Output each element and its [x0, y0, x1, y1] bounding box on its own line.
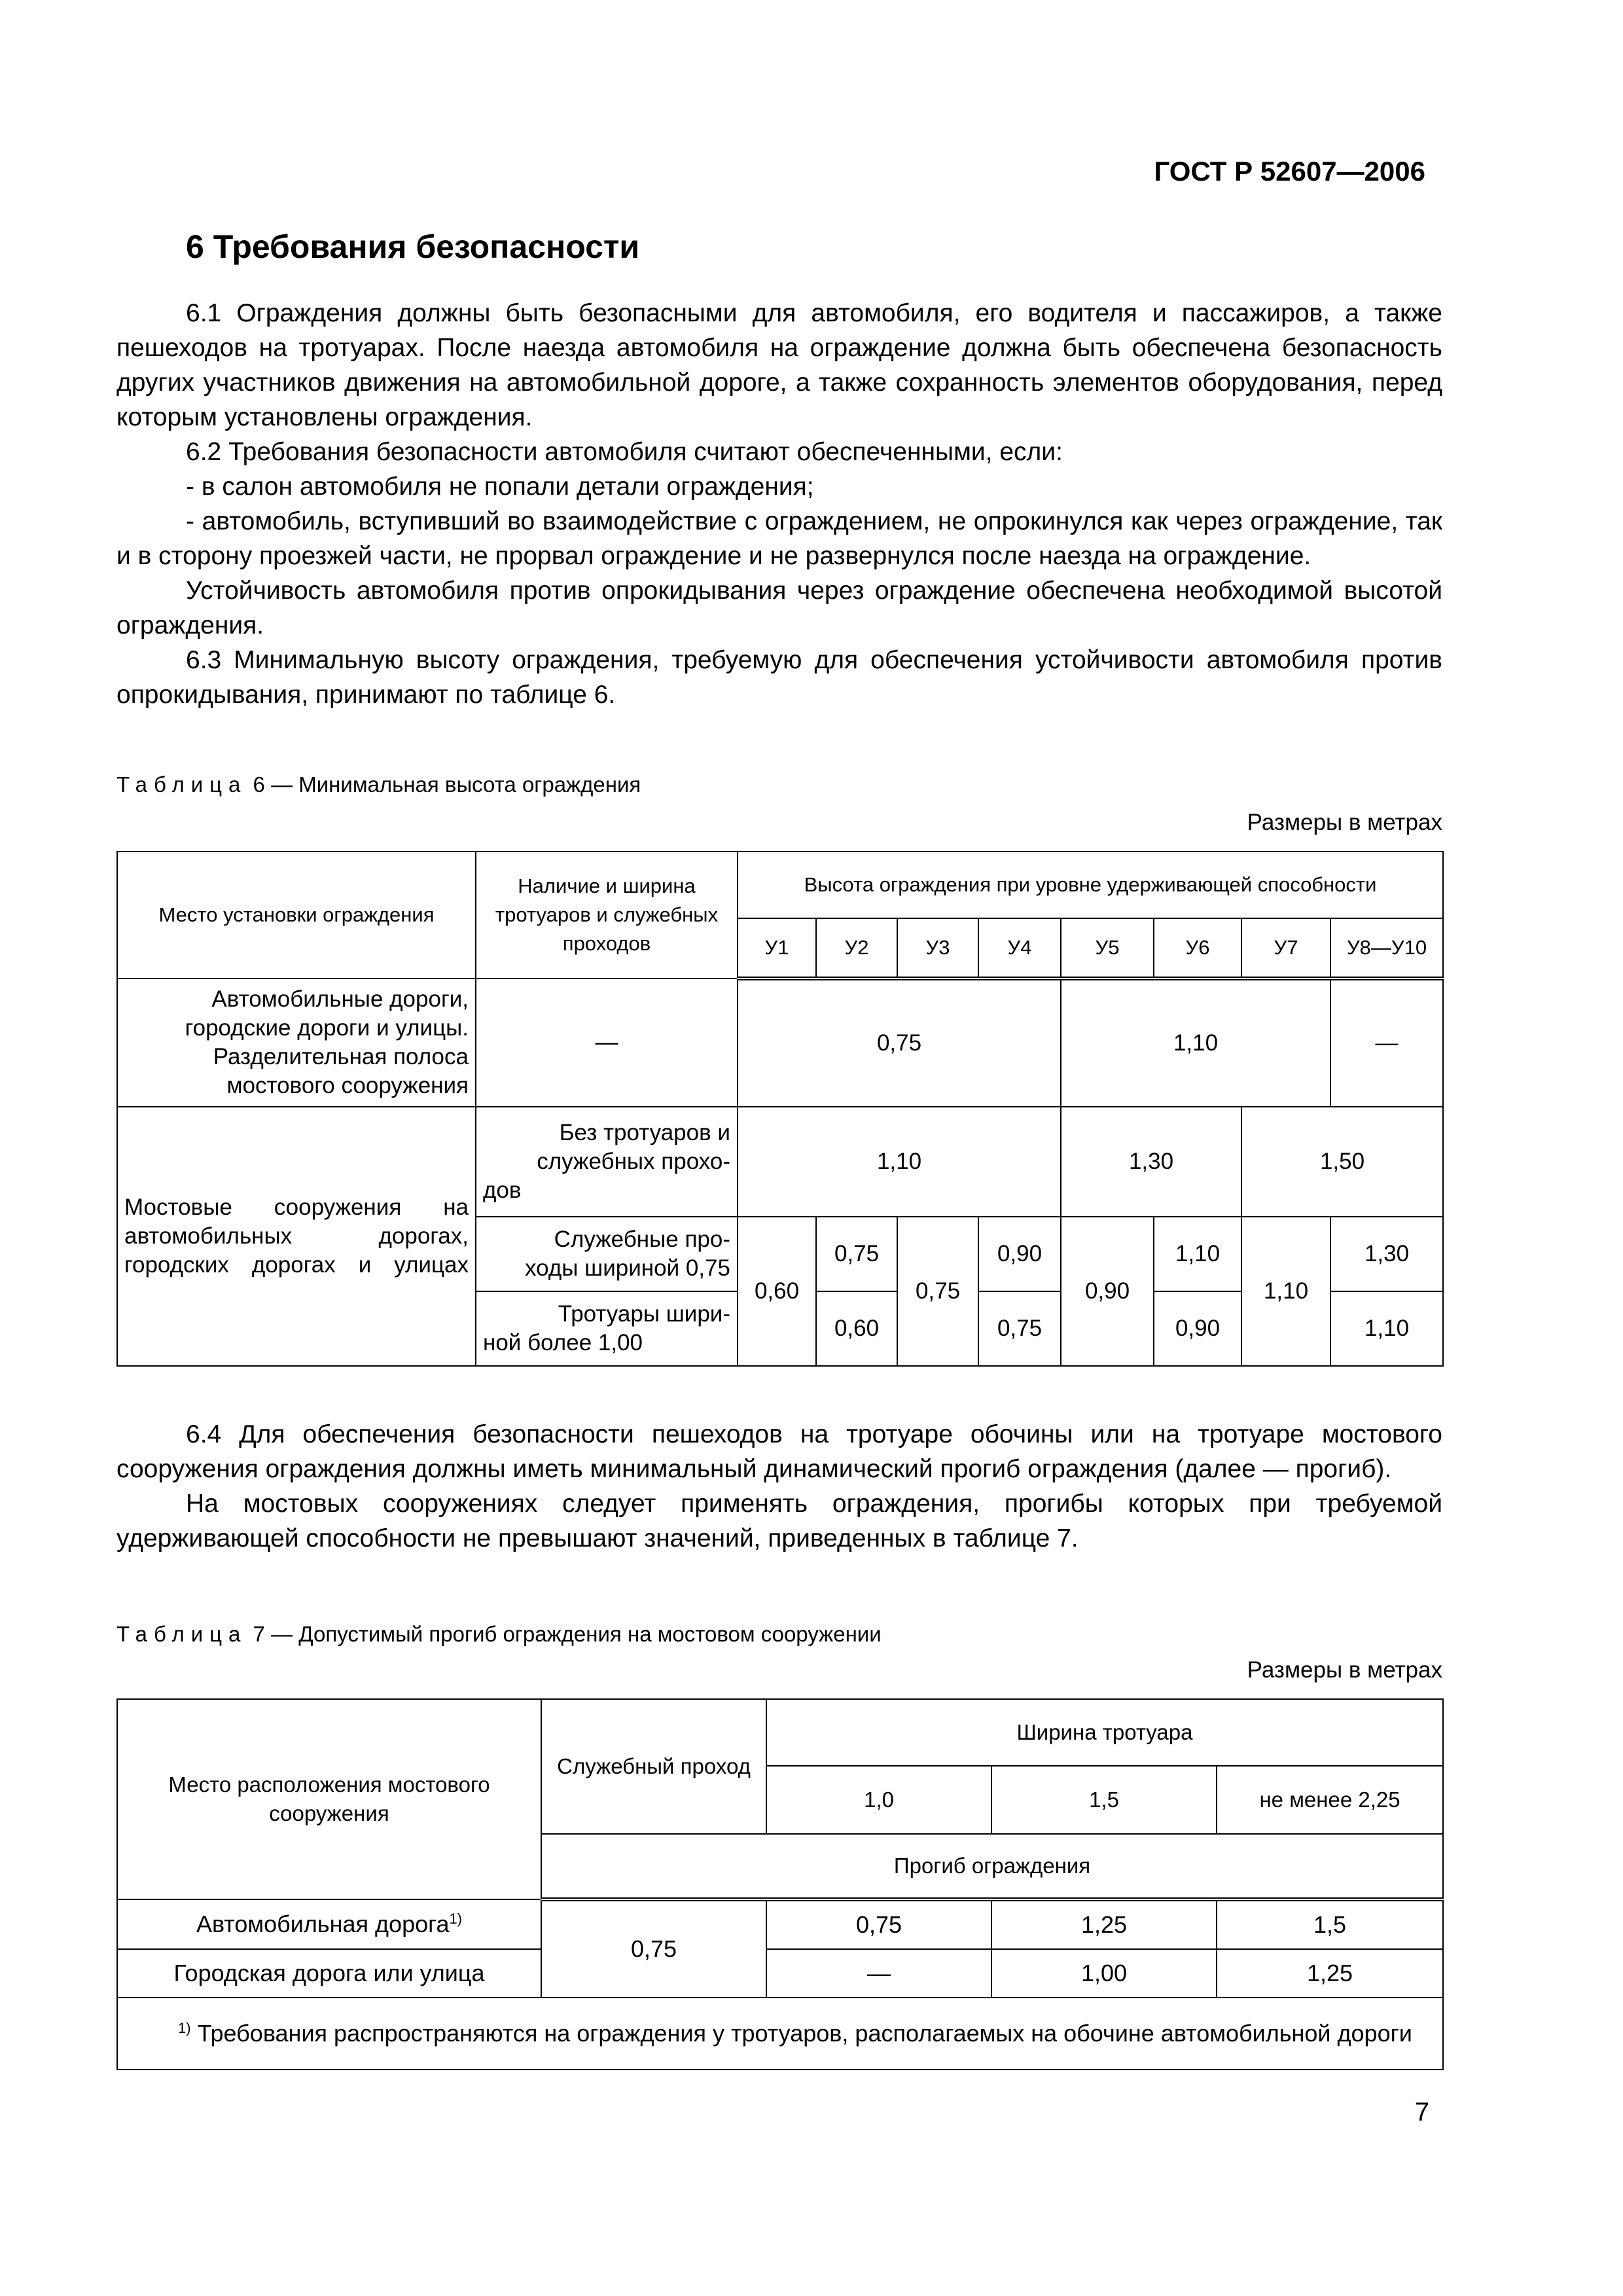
table7-header-width: Ширина тротуара	[766, 1699, 1443, 1766]
table7-street-w1: —	[766, 1949, 991, 1998]
table6-header-height: Высота ограждения при уровне удерживающей способности	[738, 852, 1443, 918]
table7-header-service: Служебный проход	[541, 1699, 766, 1834]
table6	[116, 851, 1444, 1367]
document-code: ГОСТ Р 52607—2006	[1154, 156, 1425, 187]
table7-street-place: Городская дорога или улица	[117, 1949, 541, 1998]
table7-street-w3: 1,25	[1217, 1949, 1443, 1998]
table6-u6-service: 1,10	[1154, 1217, 1241, 1291]
table6-sub-sidewalk-line1: Тротуары шири-	[558, 1301, 730, 1327]
table6-roads-sidewalk: —	[476, 978, 738, 1107]
table7-road-w1: 0,75	[766, 1899, 991, 1949]
table6-sub-service-line1: Служебные про-	[554, 1227, 730, 1252]
paragraph-6-3: 6.3 Минимальную высоту ограждения, требуемую для обеспечения устойчивости автомобиля против опрокидывания, принимают по таблице 6.	[116, 646, 1442, 709]
table7-units: Размеры в метрах	[1247, 1657, 1442, 1683]
table7-note-row	[117, 1998, 1443, 2070]
table6-bridge-sub-none	[476, 1107, 738, 1217]
section-text-top	[116, 296, 1442, 712]
table6-u5-value: 0,90	[1061, 1217, 1154, 1366]
table7-header-deflection: Прогиб ограждения	[541, 1834, 1443, 1899]
table6-level-u5: У5	[1061, 918, 1154, 978]
list-item-rollover: - автомобиль, вступивший во взаимодействие с ограждением, не опрокинулся как через ограждение, так и в сторону проезжей части, не прорвал ограждение и не развернулся после наезда на ограждение.	[116, 507, 1442, 570]
table7-street-w2: 1,00	[991, 1949, 1217, 1998]
table6-level-u1: У1	[738, 918, 816, 978]
section-heading: 6 Требования безопасности	[186, 228, 640, 265]
paragraph-stability: Устойчивость автомобиля против опрокидывания через ограждение обеспечена необходимой высотой ограждения.	[116, 577, 1442, 639]
table6-u7-value: 1,10	[1241, 1217, 1330, 1366]
table6-u8-service: 1,30	[1330, 1217, 1443, 1291]
paragraph-6-1: 6.1 Ограждения должны быть безопасными для автомобиля, его водителя и пассажиров, а также пешеходов на тротуарах. После наезда автомобиля на ограждение должна быть обеспечена безопасность других участников движения на автомобильной дороге, а также сохранность элементов оборудования, перед которым установлены ограждения.	[116, 299, 1442, 431]
table7-road-w2: 1,25	[991, 1899, 1217, 1949]
table7-header-place: Место расположения мостового сооружения	[117, 1699, 541, 1899]
table6-bridge-sub-sidewalk	[476, 1291, 738, 1366]
table7-caption-title: 7 — Допустимый прогиб ограждения на мостовом сооружении	[247, 1622, 882, 1646]
table6-level-u6: У6	[1154, 918, 1241, 978]
table7-width-1-5: 1,5	[991, 1766, 1217, 1834]
table6-roads-place-b: Разделительная полоса мостового сооружения	[213, 1044, 469, 1098]
table6-roads-u5-u7: 1,10	[1061, 978, 1330, 1107]
table6-u6-sidewalk: 0,90	[1154, 1291, 1241, 1366]
table7-row-street	[117, 1949, 1443, 1998]
table6-sub-sidewalk-line2: ной более 1,00	[483, 1330, 643, 1355]
table6-row-roads	[117, 978, 1443, 1107]
table6-header-row	[117, 852, 1443, 918]
table6-u4-sidewalk: 0,75	[978, 1291, 1061, 1366]
table6-caption-title: 6 — Минимальная высота ограждения	[247, 772, 641, 797]
table6-u8-sidewalk: 1,10	[1330, 1291, 1443, 1366]
table6-roads-u8-u10: —	[1330, 978, 1443, 1107]
table6-u1-value: 0,60	[738, 1217, 816, 1366]
table6-header-sidewalk: Наличие и ширина тротуаров и служебных проходов	[476, 852, 738, 978]
table6-level-u4: У4	[978, 918, 1061, 978]
table6-u4-service: 0,90	[978, 1217, 1061, 1291]
table6-u3-value: 0,75	[897, 1217, 978, 1366]
table7-footnote-text: Требования распространяются на ограждения у тротуаров, располагаемых на обочине автомобильной дороги	[190, 2020, 1412, 2047]
table6-bridge-place: Мостовые сооружения на автомобильных дорогах, городских дорогах и улицах	[117, 1107, 476, 1366]
table6-caption	[116, 772, 641, 797]
table6-none-u5-u6: 1,30	[1061, 1107, 1241, 1217]
table7-caption	[116, 1622, 882, 1647]
table7-header-row	[117, 1699, 1443, 1766]
table6-none-u7-u10: 1,50	[1241, 1107, 1443, 1217]
table6-level-u7: У7	[1241, 918, 1330, 978]
table6-roads-place-a: Автомобильные дороги, городские дороги и улицы.	[185, 986, 469, 1041]
table6-units: Размеры в метрах	[1247, 810, 1442, 835]
table6-u2-service: 0,75	[816, 1217, 897, 1291]
table6-bridge-sub-service	[476, 1217, 738, 1291]
page-number: 7	[1414, 2098, 1429, 2126]
table7-road-label: Автомобильная дорога	[196, 1910, 450, 1937]
table6-u2-sidewalk: 0,60	[816, 1291, 897, 1366]
table6-sub-none-line3: дов	[483, 1177, 522, 1203]
table6-caption-word: Таблица	[116, 772, 247, 797]
table6-level-u3: У3	[897, 918, 978, 978]
table6-level-u8-u10: У8—У10	[1330, 918, 1443, 978]
table7-road-w3: 1,5	[1217, 1899, 1443, 1949]
section-text-middle	[116, 1417, 1442, 1556]
table7-caption-word: Таблица	[116, 1622, 247, 1646]
table6-sub-none-line2: служебных прохо-	[537, 1149, 730, 1174]
table6-level-u2: У2	[816, 918, 897, 978]
table7-width-1-0: 1,0	[766, 1766, 991, 1834]
table7-row-road	[117, 1899, 1443, 1949]
table6-none-u1-u4: 1,10	[738, 1107, 1061, 1217]
paragraph-bridges: На мостовых сооружениях следует применять ограждения, прогибы которых при требуемой удерживающей способности не превышают значений, приведенных в таблице 7.	[116, 1490, 1442, 1552]
table7	[116, 1698, 1444, 2070]
table6-sub-service-line2: ходы шириной 0,75	[525, 1255, 730, 1281]
paragraph-6-4: 6.4 Для обеспечения безопасности пешеходов на тротуаре обочины или на тротуаре мостового сооружения ограждения должны иметь минимальный динамический прогиб ограждения (далее — прогиб).	[116, 1420, 1442, 1483]
table7-footnote	[117, 1998, 1443, 2070]
paragraph-6-2: 6.2 Требования безопасности автомобиля считают обеспеченными, если:	[186, 438, 1063, 466]
table7-road-footnote-mark: 1)	[449, 1910, 463, 1927]
table6-sub-none-line1: Без тротуаров и	[559, 1120, 730, 1145]
table7-width-2-25: не менее 2,25	[1217, 1766, 1443, 1834]
table7-footnote-mark: 1)	[178, 2020, 191, 2036]
table6-row-bridge-none	[117, 1107, 1443, 1217]
table6-roads-place	[117, 978, 476, 1107]
table6-header-place: Место установки ограждения	[117, 852, 476, 978]
list-item-parts: - в салон автомобиля не попали детали ограждения;	[186, 473, 814, 501]
table7-road-place	[117, 1899, 541, 1949]
table7-service-value: 0,75	[541, 1899, 766, 1998]
table6-roads-u1-u4: 0,75	[738, 978, 1061, 1107]
